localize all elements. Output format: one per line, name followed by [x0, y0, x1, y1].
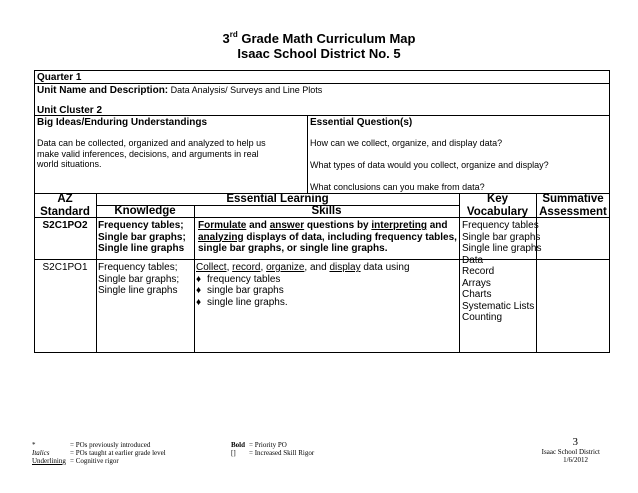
big-ideas-label: Big Ideas/Enduring Understandings: [37, 117, 208, 128]
footer-legend-keys: * Italics Underlining: [32, 441, 66, 465]
footer-legend2-descriptions: = Priority PO = Increased Skill Rigor: [249, 441, 315, 457]
standard-code: S2C1PO1: [42, 262, 88, 273]
header-summative-assessment: Summative Assessment: [539, 193, 607, 218]
list-item: ♦ frequency tables: [196, 273, 281, 285]
header-skills: Skills: [311, 205, 342, 217]
page-number: 3: [572, 436, 578, 448]
footer-legend-descriptions: = POs previously introduced = POs taught at earlier grade level = Cognitive rigor: [70, 441, 166, 465]
big-ideas-text: Data can be collected, organized and analyzed to help us make valid inferences, decisions, and arguments in real world situations.: [37, 138, 266, 169]
list-item: ♦ single bar graphs: [196, 285, 284, 296]
footer-legend2-keys: Bold []: [231, 441, 246, 457]
diamond-bullet-icon: ♦: [196, 296, 202, 308]
divider: [194, 205, 195, 353]
unit-name: Unit Name and Description: Data Analysis/ Surveys and Line Plots: [37, 85, 323, 96]
divider: [34, 115, 610, 116]
knowledge-cell: Frequency tables; Single bar graphs; Single line graphs: [98, 262, 180, 296]
question-2: What types of data would you collect, organize and display?: [310, 160, 549, 170]
question-1: How can we collect, organize, and display data?: [310, 138, 503, 148]
divider: [34, 83, 610, 84]
district-title: Isaac School District No. 5: [237, 46, 401, 61]
diamond-bullet-icon: ♦: [196, 285, 202, 296]
skills-cell: Formulate and answer questions by interpreting and analyzing displays of data, including frequency tables, single bar graphs, or single line graphs.: [198, 220, 457, 254]
page-title: 3rd Grade Math Curriculum Map: [222, 30, 416, 46]
knowledge-cell: Frequency tables; Single bar graphs; Single line graphs: [98, 220, 186, 254]
list-item: ♦ single line graphs.: [196, 296, 288, 308]
question-3: What conclusions can you make from data?: [310, 182, 485, 192]
quarter-label: Quarter 1: [37, 72, 82, 83]
footer-page-info: 3 Isaac School District 1/6/2012: [480, 436, 600, 464]
skills-cell: Collect, record, organize, and display data using ♦ frequency tables ♦ single bar graphs ♦ single line graphs.: [196, 262, 410, 308]
essential-questions-label: Essential Question(s): [310, 117, 413, 128]
divider: [307, 115, 308, 193]
header-key-vocabulary: Key Vocabulary: [466, 193, 529, 218]
header-az-standard: AZ Standard: [40, 193, 90, 218]
vocabulary-list: Frequency tables Single bar graphs Single line graphs Data Record Arrays Charts Systematic Lists Counting: [462, 220, 542, 323]
header-knowledge: Knowledge: [114, 205, 176, 217]
diamond-bullet-icon: ♦: [196, 273, 202, 285]
header-essential-learning: Essential Learning: [226, 193, 329, 205]
unit-cluster: Unit Cluster 2: [37, 105, 103, 116]
standard-code: S2C1PO2: [42, 220, 88, 231]
